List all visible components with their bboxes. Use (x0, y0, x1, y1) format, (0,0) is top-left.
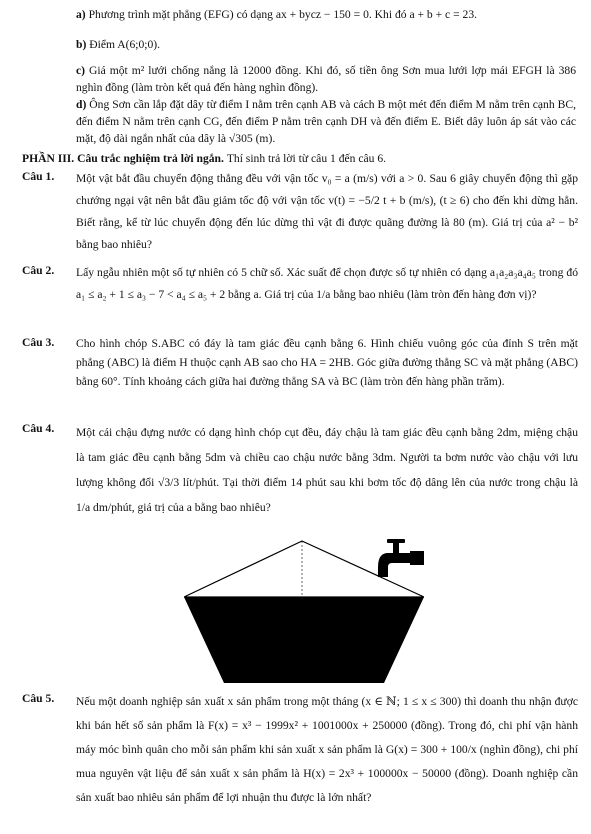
water-tap-icon (378, 539, 424, 577)
section-title: PHẦN III. Câu trắc nghiệm trả lời ngắn. (22, 152, 224, 165)
statement-d-label: d) (76, 98, 87, 111)
question-4-text: Một cái chậu đựng nước có dạng hình chóp cụt đều, đáy chậu là tam giác đều cạnh bằng 2dm, miệng chậu là tam giác đều cạnh bằng 5dm và chiều cao chậu nước bằng 3dm. Người ta bơm nước vào chậu với lưu lượng không đổi √3/3 lít/phút. Tại thời điểm 14 phút sau khi bơm tốc độ dâng lên của nước trong chậu là 1/a dm/phút, giá trị của a bằng bao nhiêu? (76, 426, 578, 514)
statement-d-text: Ông Sơn cần lắp đặt dây từ điểm I nằm trên cạnh AB và cách B một mét đến điểm M nằm trên cạnh BC, đến điểm N nằm trên cạnh CG, đến điểm P nằm trên cạnh DH và đến điểm E. Biết dây luôn áp sát vào các mặt, độ dài ngắn nhất của dây là √305 (m). (76, 98, 576, 145)
question-1-text: Một vật bắt đầu chuyển động thẳng đều với vận tốc v₀ = a (m/s) với a > 0. Sau 6 giây chuyển động thì gặp chướng ngại vật nên bắt đầu giảm tốc độ với vận tốc v(t) = −5/2 t + b (m/s), (t ≥ 6) cho đến khi dừng hẳn. Biết rằng, kể từ lúc chuyển động đến lúc dừng thì vật đi được quãng đường là 80 (m). Giá trị của a² − b² bằng bao nhiêu? (76, 172, 578, 251)
question-3-text: Cho hình chóp S.ABC có đáy là tam giác đều cạnh bằng 6. Hình chiếu vuông góc của đỉnh S trên mặt phẳng (ABC) là điểm H thuộc cạnh AB sao cho HA = 2HB. Góc giữa đường thẳng SC và mặt phẳng (ABC) bằng 60°. Tính khoảng cách giữa hai đường thẳng SA và BC (làm tròn đến hàng phần trăm). (76, 337, 578, 388)
basin-body (184, 597, 424, 683)
question-1-label: Câu 1. (22, 170, 55, 183)
question-2-label: Câu 2. (22, 264, 55, 277)
statement-a (76, 6, 576, 23)
question-2-text: Lấy ngẫu nhiên một số tự nhiên có 5 chữ số. Xác suất để chọn được số tự nhiên có dạng a₁a₂a₃a₄a₅ trong đó a₁ ≤ a₂ + 1 ≤ a₃ − 7 < a₄ ≤ a₅ + 2 bằng a. Giá trị của 1/a bằng bao nhiêu (làm tròn đến hàng đơn vị)? (76, 266, 578, 301)
statement-a-text: Phương trình mặt phẳng (EFG) có dạng ax + bycz − 150 = 0. Khi đó a + b + c = 23. (88, 8, 478, 21)
question-3-label: Câu 3. (22, 336, 55, 349)
basin-illustration (184, 537, 424, 683)
statement-c-text: Giá một m² lưới chống nắng là 12000 đồng. Khi đó, số tiền ông Sơn mua lưới lợp mái EFGH là 386 nghìn đồng (làm tròn kết quả đến hàng nghìn đồng). (76, 64, 576, 94)
statement-c (76, 62, 576, 96)
statement-a-label: a) (76, 8, 86, 21)
statement-d (76, 96, 576, 147)
section-heading (22, 150, 582, 167)
statement-c-label: c) (76, 64, 86, 77)
statement-b-text: Điểm A(6;0;0). (89, 38, 161, 51)
basin-figure (184, 537, 424, 683)
section-instruction: Thí sinh trả lời từ câu 1 đến câu 6. (226, 152, 387, 165)
question-5-label: Câu 5. (22, 692, 55, 705)
question-4-label: Câu 4. (22, 422, 55, 435)
question-5-text: Nếu một doanh nghiệp sản xuất x sản phẩm trong một tháng (x ∈ ℕ; 1 ≤ x ≤ 300) thì doanh thu nhận được khi bán hết số sản phẩm là F(x) = x³ − 1999x² + 1001000x + 250000 (đồng). Trong đó, chi phí vận hành máy móc bình quân cho mỗi sản phẩm khi sản xuất x sản phẩm là G(x) = 300 + 100/x (nghìn đồng), chi phí mua nguyên vật liệu để sản xuất x sản phẩm là H(x) = 2x³ + 100000x − 50000 (đồng). Doanh nghiệp cần sản xuất bao nhiêu sản phẩm để lợi nhuận thu được là lớn nhất? (76, 695, 578, 804)
statement-b (76, 36, 576, 53)
statement-b-label: b) (76, 38, 87, 51)
